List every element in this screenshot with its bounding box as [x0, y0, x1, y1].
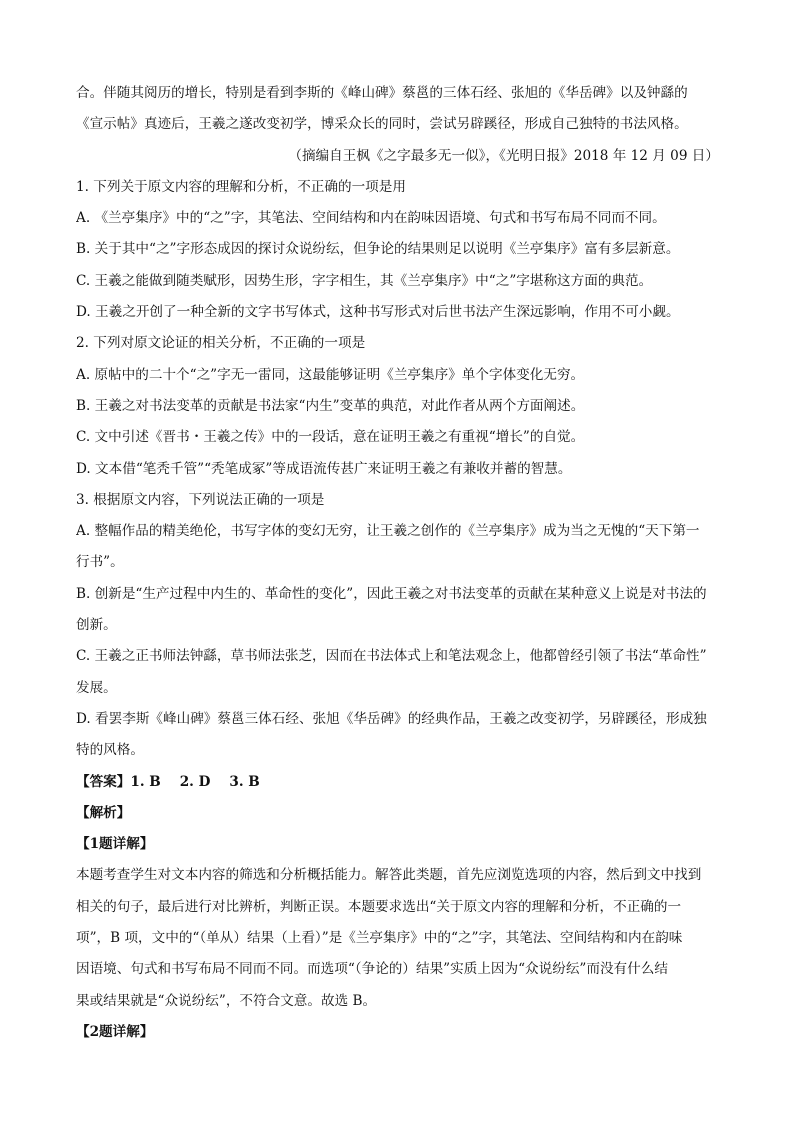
- text-line: 【2题详解】: [76, 1023, 154, 1040]
- text-line: B. 关于其中“之”字形态成因的探讨众说纷纭，但争论的结果则足以说明《兰亭集序》富有多层新意。: [76, 241, 680, 258]
- text-line: 发展。: [76, 679, 117, 696]
- text-line: A. 《兰亭集序》中的“之”字，其笔法、空间结构和内在韵味因语境、句式和书写布局不同而不同。: [76, 210, 666, 227]
- text-line: 果或结果就是“众说纷纭”，不符合文意。故选 B。: [76, 992, 377, 1009]
- text-line: D. 王羲之开创了一种全新的文字书写体式，这种书写形式对后世书法产生深远影响，作用不可小觑。: [76, 304, 680, 321]
- text-line: D. 看罢李斯《峰山碑》蔡邕三体石经、张旭《华岳碑》的经典作品，王羲之改变初学，另辟蹊径，形成独: [76, 710, 707, 727]
- text-line: C. 文中引述《晋书・王羲之传》中的一段话，意在证明王羲之有重视“增长”的自觉。: [76, 429, 585, 446]
- text-line: B. 王羲之对书法变革的贡献是书法家“内生”变革的典范，对此作者从两个方面阐述。: [76, 397, 585, 414]
- text-line: C. 王羲之能做到随类赋形，因势生形，字字相生，其《兰亭集序》中“之”字堪称这方面的典范。: [76, 272, 653, 289]
- text-line: 【1题详解】: [76, 836, 154, 853]
- text-line: 相关的句子，最后进行对比辨析，判断正误。本题要求选出“关于原文内容的理解和分析，不正确的一: [76, 898, 682, 915]
- text-line: 本题考查学生对文本内容的筛选和分析概括能力。解答此类题，首先应浏览选项的内容，然后到文中找到: [76, 867, 702, 884]
- text-line: 特的风格。: [76, 742, 144, 759]
- text-line: C. 王羲之正书师法钟繇，草书师法张芝，因而在书法体式上和笔法观念上，他都曾经引领了书法“革命性”: [76, 648, 707, 665]
- text-line: 1. 下列关于原文内容的理解和分析，不正确的一项是用: [76, 178, 406, 195]
- text-line: 【答案】1. B 2. D 3. B: [76, 773, 260, 790]
- text-line: B. 创新是“生产过程中内生的、革命性的变化”，因此王羲之对书法变革的贡献在某种意义上说是对书法的: [76, 585, 707, 602]
- text-line: 行书”。: [76, 554, 124, 571]
- text-line: 【解析】: [76, 804, 131, 821]
- text-line: 合。伴随其阅历的增长，特别是看到李斯的《峰山碑》蔡邕的三体石经、张旭的《华岳碑》以及钟繇的: [76, 85, 688, 101]
- text-line: 2. 下列对原文论证的相关分析，不正确的一项是: [76, 335, 366, 352]
- text-line: （摘编自王枫《之字最多无一似》，《光明日报》2018 年 12 月 09 日）: [288, 147, 719, 164]
- text-line: 因语境、句式和书写布局不同而不同。而选项“（争论的）结果”实质上因为“众说纷纭”而没有什么结: [76, 961, 668, 978]
- text-line: 《宣示帖》真迹后，王羲之遂改变初学，博采众长的同时，尝试另辟蹊径，形成自己独特的书法风格。: [76, 116, 688, 133]
- text-line: 创新。: [76, 617, 117, 634]
- text-line: A. 整幅作品的精美绝伦，书写字体的变幻无穷，让王羲之创作的《兰亭集序》成为当之无愧的“天下第一: [76, 523, 700, 540]
- document-page: [76, 78, 721, 1048]
- text-line: A. 原帖中的二十个“之”字无一雷同，这最能够证明《兰亭集序》单个字体变化无穷。: [76, 366, 585, 383]
- text-line: 项”，B 项，文中的“（单从）结果（上看）”是《兰亭集序》中的“之”字，其笔法、空间结构和内在韵味: [76, 930, 683, 947]
- text-line: D. 文本借“笔秃千管”“秃笔成冢”等成语流传甚广来证明王羲之有兼收并蓄的智慧。: [76, 460, 572, 477]
- text-line: 3. 根据原文内容，下列说法正确的一项是: [76, 491, 325, 508]
